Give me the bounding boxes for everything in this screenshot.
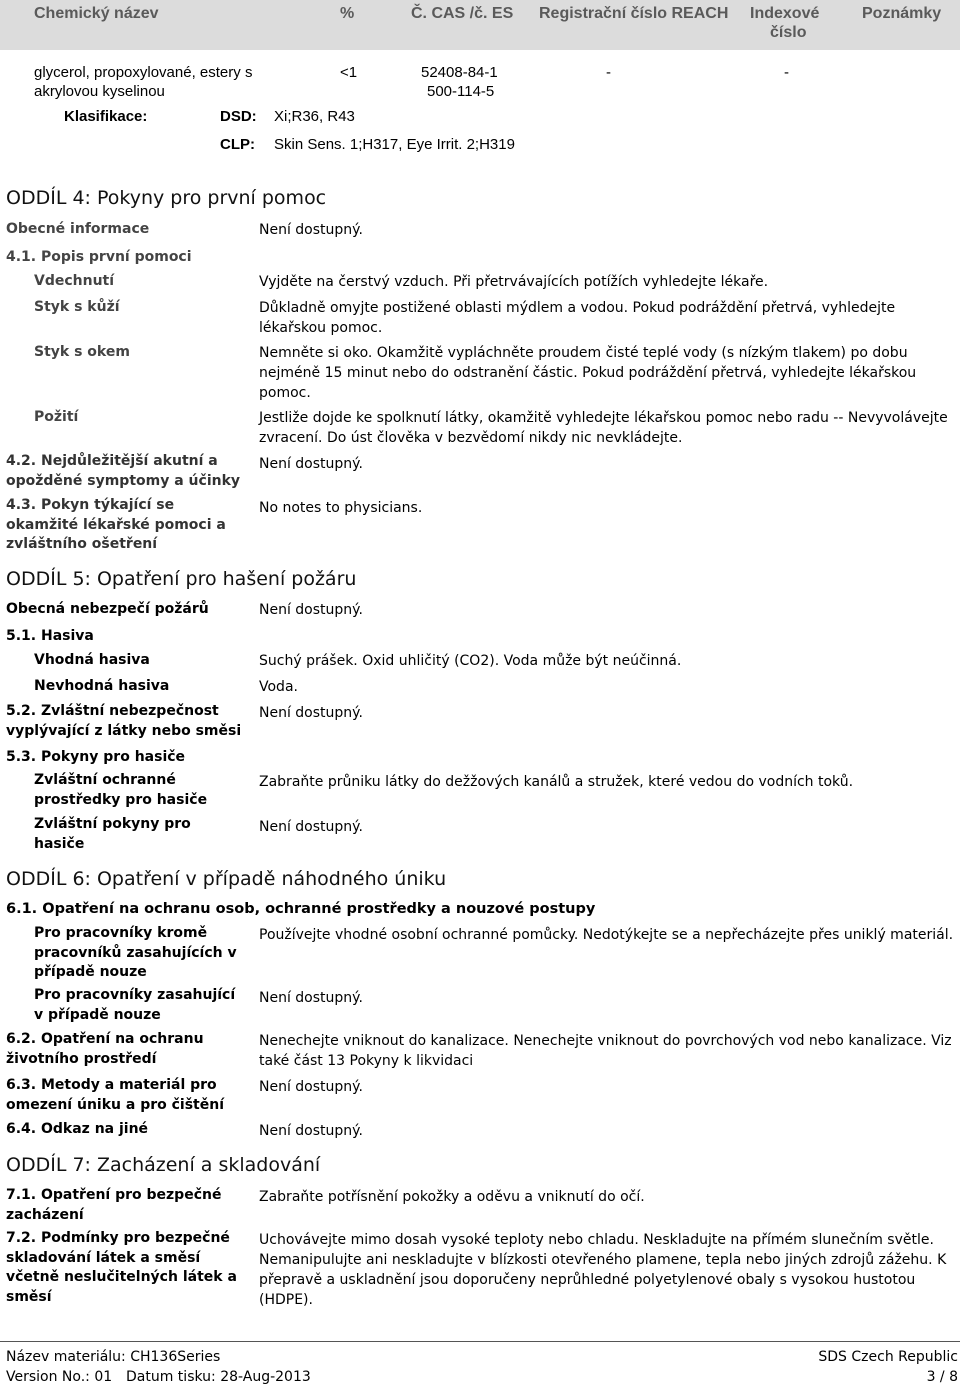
section-6-title: ODDÍL 6: Opatření v případě náhodného úniku <box>6 868 447 890</box>
ingestion-label: Požití <box>34 409 79 425</box>
footer-material-name: Název materiálu: CH136Series <box>6 1349 221 1365</box>
s6-4-value: Není dostupný. <box>259 1123 363 1139</box>
protective-equipment-value: Zabraňte průniku látky do dežžových kanálů a stružek, které vedou do vodních toků. <box>259 774 854 790</box>
s5-2-line2: vyplývající z látky nebo směsi <box>6 722 242 739</box>
col-chem-name: Chemický název <box>34 5 159 22</box>
inhalation-value: Vyjděte na čerstvý vzduch. Při přetrvávajících potížích vyhledejte lékaře. <box>259 274 769 290</box>
clp-value: Skin Sens. 1;H317, Eye Irrit. 2;H319 <box>274 136 515 153</box>
special-line1: Zvláštní pokyny pro <box>34 816 191 832</box>
substance-cas: 52408-84-1 <box>421 64 498 81</box>
s4-general-value: Není dostupný. <box>259 222 363 238</box>
emergency-line2: v případě nouze <box>34 1006 161 1023</box>
s4-general-label: Obecné informace <box>6 221 150 237</box>
s5-3-heading: 5.3. Pokyny pro hasiče <box>6 749 186 765</box>
suitable-media-label: Vhodná hasiva <box>34 652 150 668</box>
s4-3-value: No notes to physicians. <box>259 500 423 516</box>
s4-3-line3: zvláštního ošetření <box>6 536 158 552</box>
suitable-media-value: Suchý prášek. Oxid uhličitý (CO2). Voda může být neúčinná. <box>259 653 682 669</box>
s6-3-heading <box>6 1076 256 1115</box>
dsd-label: DSD: <box>220 108 257 125</box>
s5-general-value: Není dostupný. <box>259 602 363 618</box>
substance-es: 500-114-5 <box>427 83 495 100</box>
emergency-value: Není dostupný. <box>259 990 363 1006</box>
s7-1-value: Zabraňte potřísnění pokožky a oděvu a vniknutí do očí. <box>259 1189 645 1205</box>
non-emergency-label <box>34 924 254 983</box>
col-notes: Poznámky <box>862 5 942 22</box>
col-reach: Registrační číslo REACH <box>539 5 729 22</box>
special-procedures-label <box>34 815 254 854</box>
s4-2-line2: opožděné symptomy a účinky <box>6 472 241 489</box>
substance-index: - <box>784 64 789 81</box>
s6-1-heading: 6.1. Opatření na ochranu osob, ochranné prostředky a nouzové postupy <box>6 901 596 917</box>
protective-equipment-label <box>34 771 254 810</box>
s7-2-line4: směsí <box>6 1288 52 1305</box>
substance-name-line1: glycerol, propoxylované, estery s <box>34 64 253 81</box>
s6-2-value: Nenechejte vniknout do kanalizace. Nenechejte vniknout do povrchových vod nebo kanalizace. Viz také část 13 Pokyny k likvidaci <box>259 1033 952 1069</box>
footer-version: Version No.: 01 <box>6 1369 113 1385</box>
s7-1-line2: zacházení <box>6 1206 84 1223</box>
emergency-line1: Pro pracovníky zasahující <box>34 987 236 1003</box>
skin-value: Důkladně omyjte postižené oblasti mýdlem a vodou. Pokud podráždění přetrvá, vyhledejte lékařskou pomoc. <box>259 300 896 336</box>
s6-3-line2: omezení úniku a pro čištění <box>6 1096 224 1113</box>
s7-1-heading <box>6 1186 256 1225</box>
section-7-title: ODDÍL 7: Zacházení a skladování <box>6 1154 321 1176</box>
unsuitable-media-value: Voda. <box>259 679 298 695</box>
s6-2-line1: 6.2. Opatření na ochranu <box>6 1031 204 1047</box>
s4-3-line2: okamžité lékařské pomoci a <box>6 516 226 533</box>
emergency-label <box>34 986 254 1025</box>
s4-2-heading <box>6 452 256 491</box>
s6-2-heading <box>6 1030 256 1069</box>
section-5-title: ODDÍL 5: Opatření pro hašení požáru <box>6 568 357 590</box>
protective-line2: prostředky pro hasiče <box>34 791 208 808</box>
non-emergency-line3: případě nouze <box>34 964 147 980</box>
substance-percent: <1 <box>340 64 358 81</box>
s6-3-line1: 6.3. Metody a materiál pro <box>6 1077 217 1093</box>
s4-1-heading: 4.1. Popis první pomoci <box>6 249 192 265</box>
substance-reach: - <box>606 64 611 81</box>
footer-sds-label: SDS Czech Republic <box>818 1349 958 1365</box>
s5-2-value: Není dostupný. <box>259 705 363 721</box>
s7-2-line3: včetně neslučitelných látek a <box>6 1269 237 1285</box>
non-emergency-line2: pracovníků zasahujících v <box>34 944 237 961</box>
s7-2-value: Uchovávejte mimo dosah vysoké teploty nebo chladu. Neskladujte na přímém slunečním světle. Nemanipulujte ani neskladujte v blízkosti otevřeného plamene, tepla nebo jiných zdrojů zážehu. K přepravě a uskladnění jsou doporučeny neprůhledné polyetylenové obaly s vysokou hustotou (HDPE). <box>259 1232 947 1308</box>
s4-3-heading <box>6 496 256 555</box>
special-line2: hasiče <box>34 835 85 852</box>
s4-2-value: Není dostupný. <box>259 456 363 472</box>
s4-3-line1: 4.3. Pokyn týkající se <box>6 497 175 513</box>
substance-name-line2: akrylovou kyselinou <box>34 83 165 100</box>
s6-4-heading: 6.4. Odkaz na jiné <box>6 1121 149 1137</box>
dsd-value: Xi;R36, R43 <box>274 108 355 125</box>
s7-1-line1: 7.1. Opatření pro bezpečné <box>6 1187 222 1203</box>
s5-2-line1: 5.2. Zvláštní nebezpečnost <box>6 703 219 719</box>
non-emergency-line1: Pro pracovníky kromě <box>34 925 208 941</box>
klasifikace-label: Klasifikace: <box>64 108 148 125</box>
footer-page-number: 3 / 8 <box>926 1369 958 1385</box>
s5-2-heading <box>6 702 256 741</box>
col-percent: % <box>340 5 355 22</box>
inhalation-label: Vdechnutí <box>34 273 115 289</box>
footer-divider <box>0 1341 960 1342</box>
unsuitable-media-label: Nevhodná hasiva <box>34 678 170 694</box>
s4-2-line1: 4.2. Nejdůležitější akutní a <box>6 453 218 469</box>
protective-line1: Zvláštní ochranné <box>34 772 176 788</box>
footer-print-date: Datum tisku: 28-Aug-2013 <box>126 1369 311 1385</box>
s5-general-label: Obecná nebezpečí požárů <box>6 601 209 617</box>
section-4-title: ODDÍL 4: Pokyny pro první pomoc <box>6 187 327 209</box>
eye-label: Styk s okem <box>34 344 130 360</box>
col-cas: Č. CAS /č. ES <box>411 5 514 22</box>
s7-2-heading <box>6 1229 256 1307</box>
clp-label: CLP: <box>220 136 255 153</box>
ingestion-value: Jestliže dojde ke spolknutí látky, okamžitě vyhledejte lékařskou pomoc nebo radu -- Nevyvolávejte zvracení. Do úst člověka v bezvědomí nikdy nic nevkládejte. <box>259 410 948 446</box>
eye-value: Nemněte si oko. Okamžitě vypláchněte proudem čisté teplé vody (s nízkým tlakem) po dobu nejméně 15 minut nebo do odstranění částic. Pokud podráždění přetrvá, vyhledejte lékařskou pomoc. <box>259 345 917 401</box>
skin-label: Styk s kůží <box>34 299 120 315</box>
s7-2-line1: 7.2. Podmínky pro bezpečné <box>6 1230 230 1246</box>
special-procedures-value: Není dostupný. <box>259 819 363 835</box>
s7-2-line2: skladování látek a směsí <box>6 1249 201 1266</box>
s6-2-line2: životního prostředí <box>6 1050 157 1067</box>
non-emergency-value: Používejte vhodné osobní ochranné pomůcky. Nedotýkejte se a nepřecházejte přes uniklý materiál. <box>259 927 954 943</box>
s6-3-value: Není dostupný. <box>259 1079 363 1095</box>
col-index-2: číslo <box>770 24 807 41</box>
col-index-1: Indexové <box>750 5 820 22</box>
s5-1-heading: 5.1. Hasiva <box>6 628 94 644</box>
